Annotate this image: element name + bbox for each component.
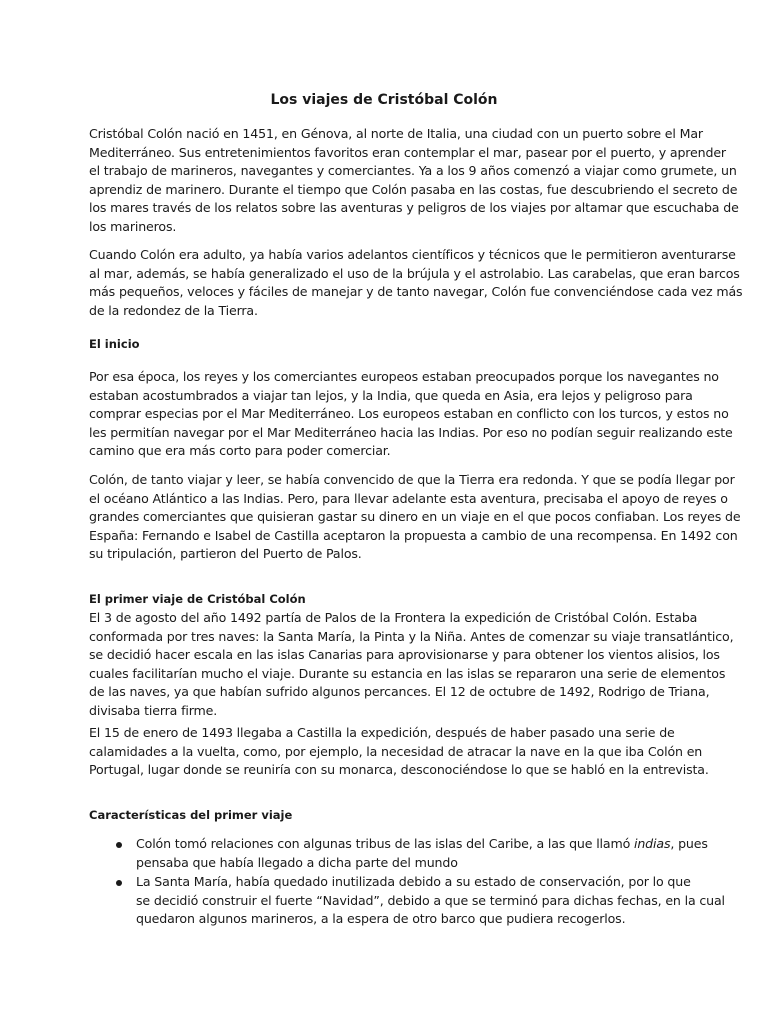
text-line: El 15 de enero de 1493 llegaba a Castilla la expedición, después de haber pasado una serie de — [89, 725, 675, 740]
list-item — [89, 835, 708, 872]
text-line: conformada por tres naves: la Santa María, la Pinta y la Niña. Antes de comenzar su viaje transatlántico, — [89, 628, 734, 644]
text-line: calamidades a la vuelta, como, por ejemplo, la necesidad de atracar la nave en la que iba Colón en — [89, 743, 703, 759]
section-heading-primer-viaje: El primer viaje de Cristóbal Colón — [89, 592, 306, 606]
text-line: grandes comerciantes que quisieran gastar su dinero en un viaje en el que pocos confiaban. Los reyes de — [89, 509, 741, 525]
section-heading-caracteristicas: Características del primer viaje — [89, 808, 293, 822]
text-line: divisaba tierra firme. — [89, 702, 218, 718]
primer-viaje-paragraph-1 — [89, 609, 734, 721]
text-line: los mares través de los relatos sobre las aventuras y peligros de los viajes por altamar que escuchaba de — [89, 200, 739, 216]
text-line: al mar, además, se había generalizado el uso de la brújula y el astrolabio. Las carabelas, que eran barcos — [89, 265, 740, 281]
text-line: aprendiz de marinero. Durante el tiempo que Colón pasaba en las costas, fue descubriendo el secreto de — [89, 181, 738, 197]
text-line: La Santa María, había quedado inutilizada debido a su estado de conservación, por lo que — [136, 874, 691, 890]
italic-term: indias — [634, 836, 671, 851]
list-item — [89, 873, 725, 929]
text-line — [136, 835, 708, 854]
text-line: se decidió construir el fuerte “Navidad”, debido a que se terminó para dichas fechas, en la cual — [136, 892, 725, 908]
text-line: camino que era más corto para poder comerciar. — [89, 443, 391, 459]
text-line: Colón, de tanto viajar y leer, se había convencido de que la Tierra era redonda. Y que se podía llegar por — [89, 472, 735, 487]
text-line: se decidió hacer escala en las islas Canarias para aprovisionarse y para obtener los vientos alisios, los — [89, 647, 720, 663]
intro-paragraph-2 — [89, 246, 743, 320]
text-line: Cristóbal Colón nació en 1451, en Génova, al norte de Italia, una ciudad con un puerto sobre el Mar — [89, 126, 703, 141]
text-line: cuales facilitarían mucho el viaje. Durante su estancia en las islas se repararon una serie de elementos — [89, 665, 726, 681]
text-line: de la redondez de la Tierra. — [89, 302, 258, 318]
inicio-paragraph-2 — [89, 471, 741, 564]
inicio-paragraph-1 — [89, 368, 733, 461]
text-line: pensaba que había llegado a dicha parte del mundo — [136, 854, 458, 870]
bullet-icon — [116, 880, 122, 886]
primer-viaje-paragraph-2 — [89, 724, 709, 780]
text-line: España: Fernando e Isabel de Castilla aceptaron la propuesta a cambio de una recompensa. En 1492 con — [89, 527, 738, 543]
text-line: Mediterráneo. Sus entretenimientos favoritos eran contemplar el mar, pasear por el puerto, y aprender — [89, 144, 726, 160]
caracteristicas-list — [89, 835, 725, 930]
bullet-text: Colón tomó relaciones con algunas tribus de las islas del Caribe, a las que llamó — [136, 836, 634, 851]
text-line: el océano Atlántico a las Indias. Pero, para llevar adelante esta aventura, precisaba el apoyo de reyes o — [89, 490, 728, 506]
text-line: estaban acostumbrados a viajar tan lejos, y la India, que queda en Asia, era lejos y peligroso para — [89, 387, 693, 403]
bullet-icon — [116, 842, 122, 848]
text-line: de las naves, ya que habían sufrido algunos percances. El 12 de octubre de 1492, Rodrigo de Triana, — [89, 684, 710, 700]
text-line: quedaron algunos marineros, a la espera de otro barco que pudiera recogerlos. — [136, 911, 626, 927]
text-line: les permitían navegar por el Mar Mediterráneo hacia las Indias. Por eso no podían seguir realizando este — [89, 424, 733, 440]
text-line: más pequeños, veloces y fáciles de manejar y de tanto navegar, Colón fue convenciéndose cada vez más — [89, 284, 743, 300]
text-line: El 3 de agosto del año 1492 partía de Palos de la Frontera la expedición de Cristóbal Colón. Estaba — [89, 610, 698, 625]
text-line: Por esa época, los reyes y los comerciantes europeos estaban preocupados porque los navegantes no — [89, 369, 719, 384]
text-line: el trabajo de marineros, navegantes y comerciantes. Ya a los 9 años comenzó a viajar como grumete, un — [89, 163, 737, 179]
text-line: Cuando Colón era adulto, ya había varios adelantos científicos y técnicos que le permitieron aventurarse — [89, 247, 736, 262]
section-heading-inicio: El inicio — [89, 337, 140, 351]
text-line: comprar especias por el Mar Mediterráneo. Los europeos estaban en conflicto con los turcos, y estos no — [89, 406, 729, 422]
document-title: Los viajes de Cristóbal Colón — [270, 92, 498, 108]
bullet-text: , pues — [670, 836, 708, 851]
intro-paragraph-1 — [89, 125, 739, 237]
text-line: su tripulación, partieron del Puerto de Palos. — [89, 546, 362, 562]
text-line: Portugal, lugar donde se reuniría con su monarca, desconociéndose lo que se habló en la entrevista. — [89, 762, 709, 778]
text-line: los marineros. — [89, 218, 177, 234]
